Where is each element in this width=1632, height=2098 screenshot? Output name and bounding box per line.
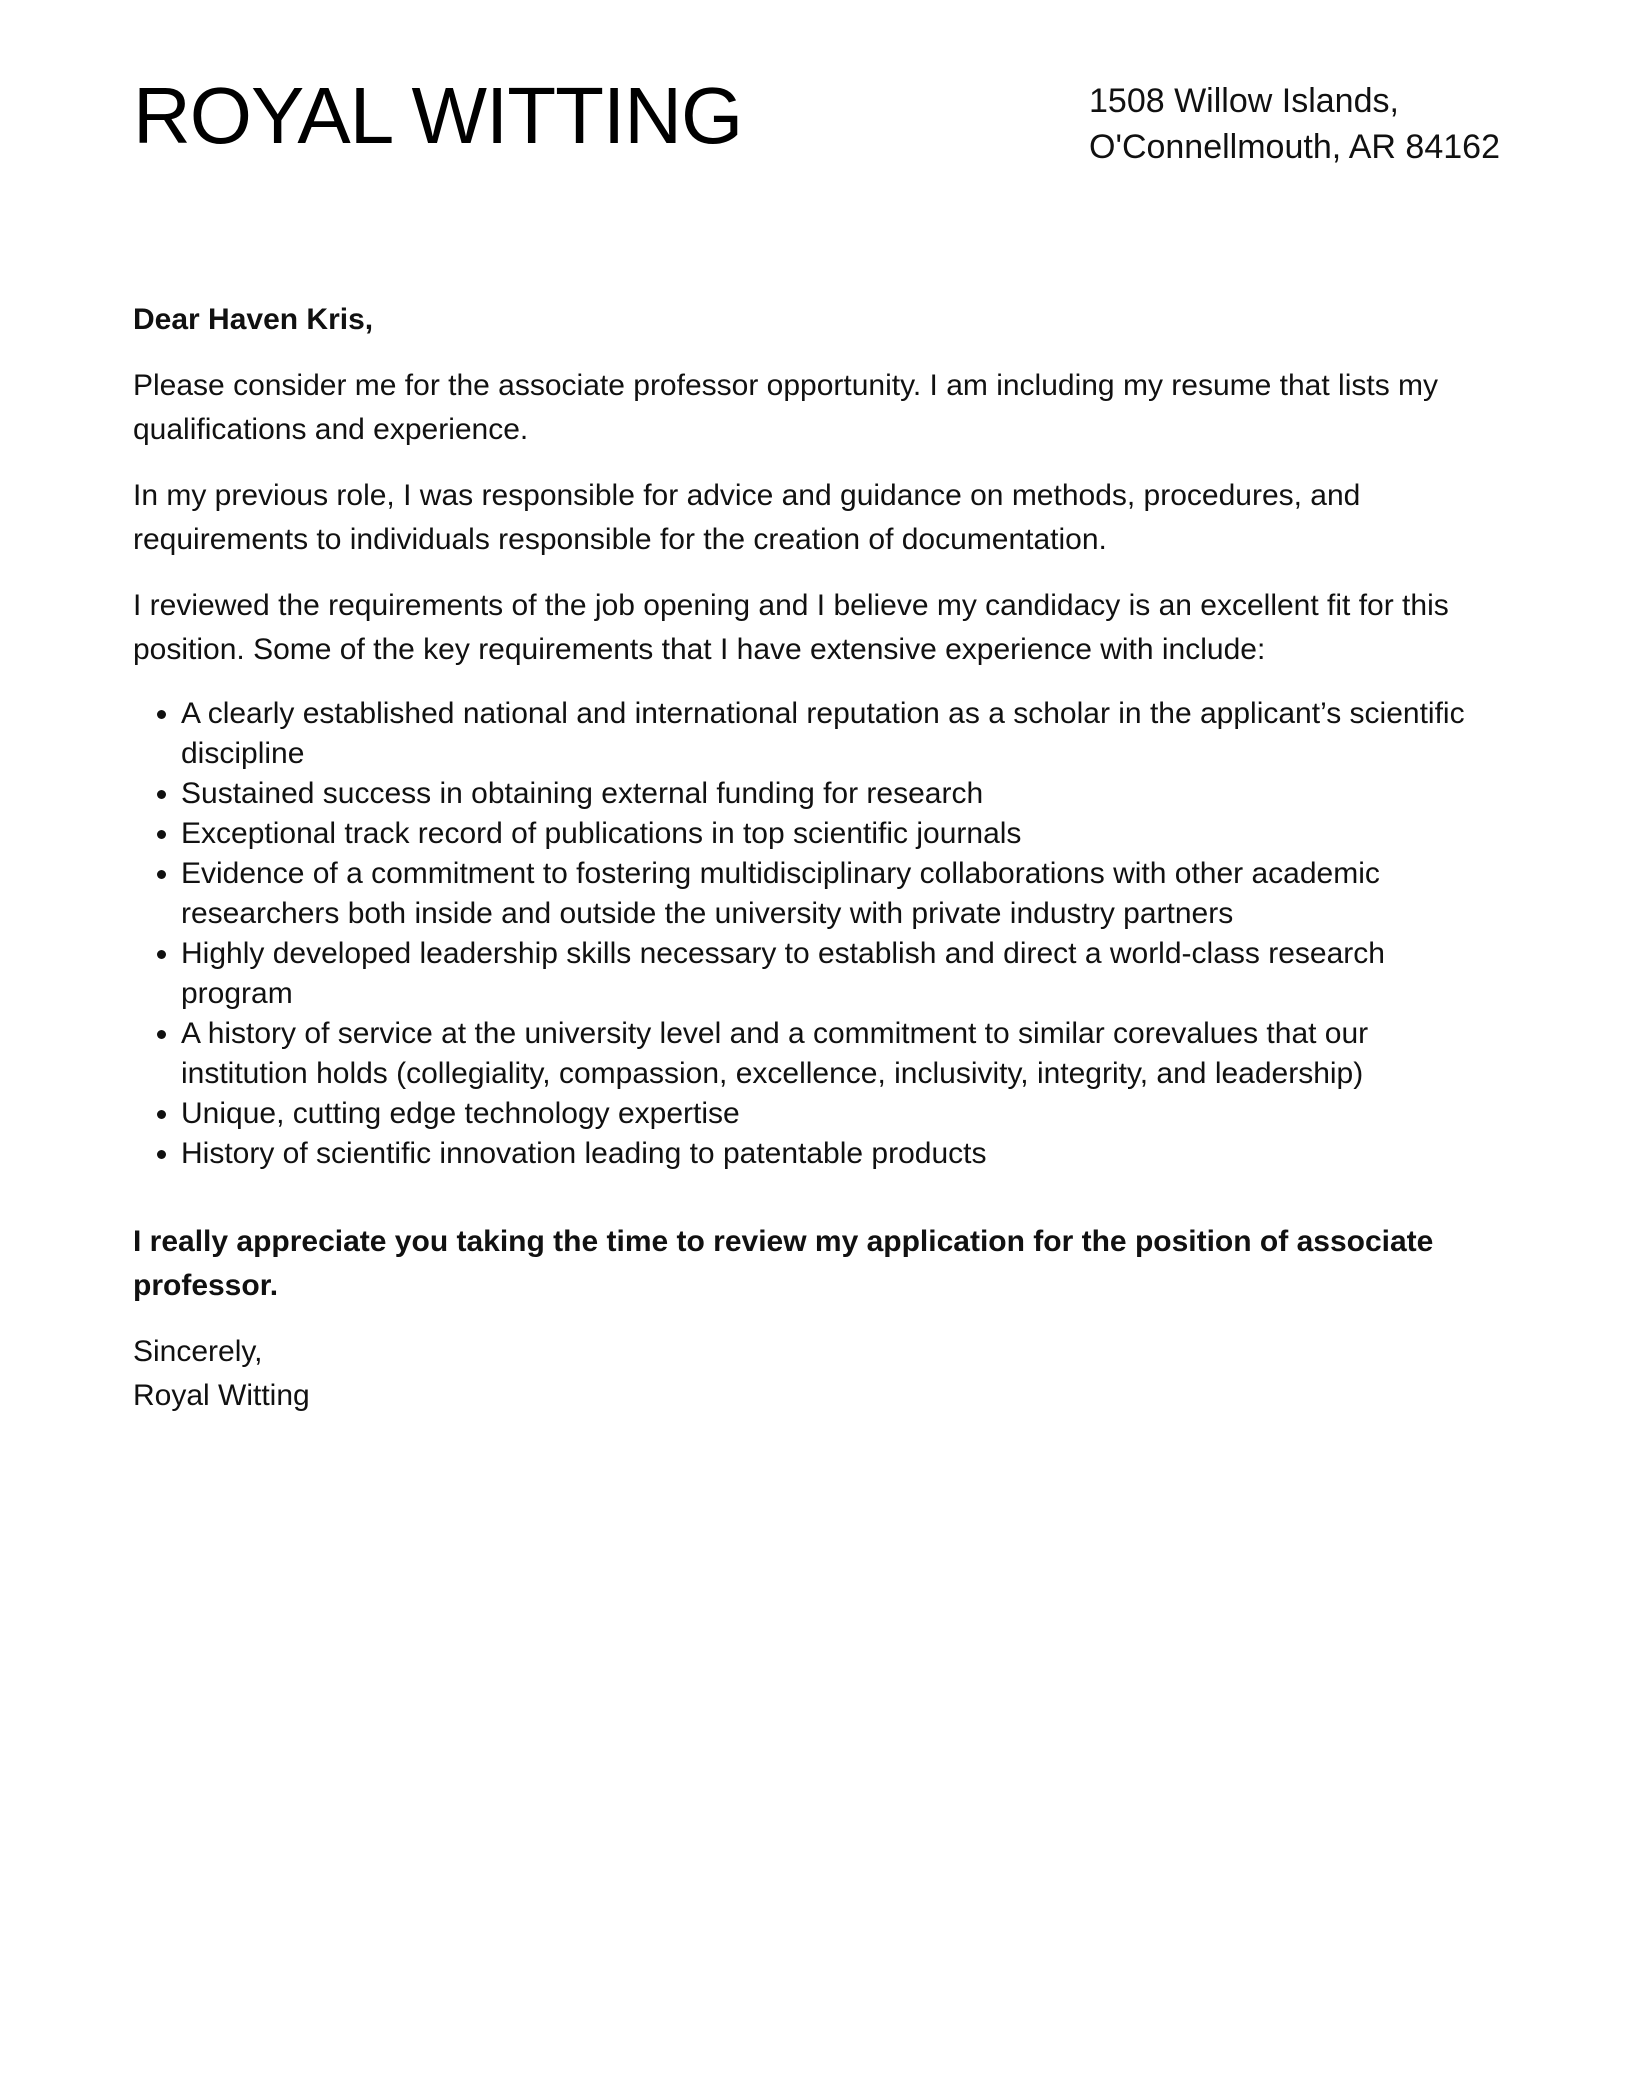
closing-paragraph: I really appreciate you taking the time to review my application for the position of associate professor. xyxy=(133,1225,1434,1302)
address-line-2: O'Connellmouth, AR 84162 xyxy=(1089,128,1500,166)
list-item: • A history of service at the university level and a commitment to similar corevalues that our institution holds (collegiality, compassion, excellence, inclusivity, integrity, and leadership) xyxy=(181,1014,1503,1094)
list-item: • Exceptional track record of publications in top scientific journals xyxy=(181,814,1503,854)
requirements-list xyxy=(133,694,1503,1174)
address-line-1: 1508 Willow Islands, xyxy=(1089,82,1399,120)
salutation: Dear Haven Kris, xyxy=(133,303,374,336)
letter-body xyxy=(133,298,1503,1418)
list-item: • Unique, cutting edge technology expertise xyxy=(181,1094,1503,1134)
signature-name: Royal Witting xyxy=(133,1379,310,1412)
list-item: • Sustained success in obtaining external funding for research xyxy=(181,774,1503,814)
list-item: • Highly developed leadership skills necessary to establish and direct a world-class research program xyxy=(181,934,1503,1014)
list-item: • Evidence of a commitment to fostering multidisciplinary collaborations with other academic researchers both inside and outside the university with private industry partners xyxy=(181,854,1503,934)
requirements-intro-paragraph: I reviewed the requirements of the job opening and I believe my candidacy is an excellent fit for this position. Some of the key requirements that I have extensive experience with include: xyxy=(133,589,1449,666)
applicant-address xyxy=(1089,78,1569,170)
list-item: • A clearly established national and international reputation as a scholar in the applicant’s scientific discipline xyxy=(181,694,1503,774)
list-item: • History of scientific innovation leading to patentable products xyxy=(181,1134,1503,1174)
intro-paragraph: Please consider me for the associate professor opportunity. I am including my resume that lists my qualifications and experience. xyxy=(133,369,1439,446)
applicant-name-heading: ROYAL WITTING xyxy=(133,71,743,160)
signoff: Sincerely, xyxy=(133,1335,263,1368)
experience-paragraph: In my previous role, I was responsible for advice and guidance on methods, procedures, and requirements to individuals responsible for the creation of documentation. xyxy=(133,479,1361,556)
